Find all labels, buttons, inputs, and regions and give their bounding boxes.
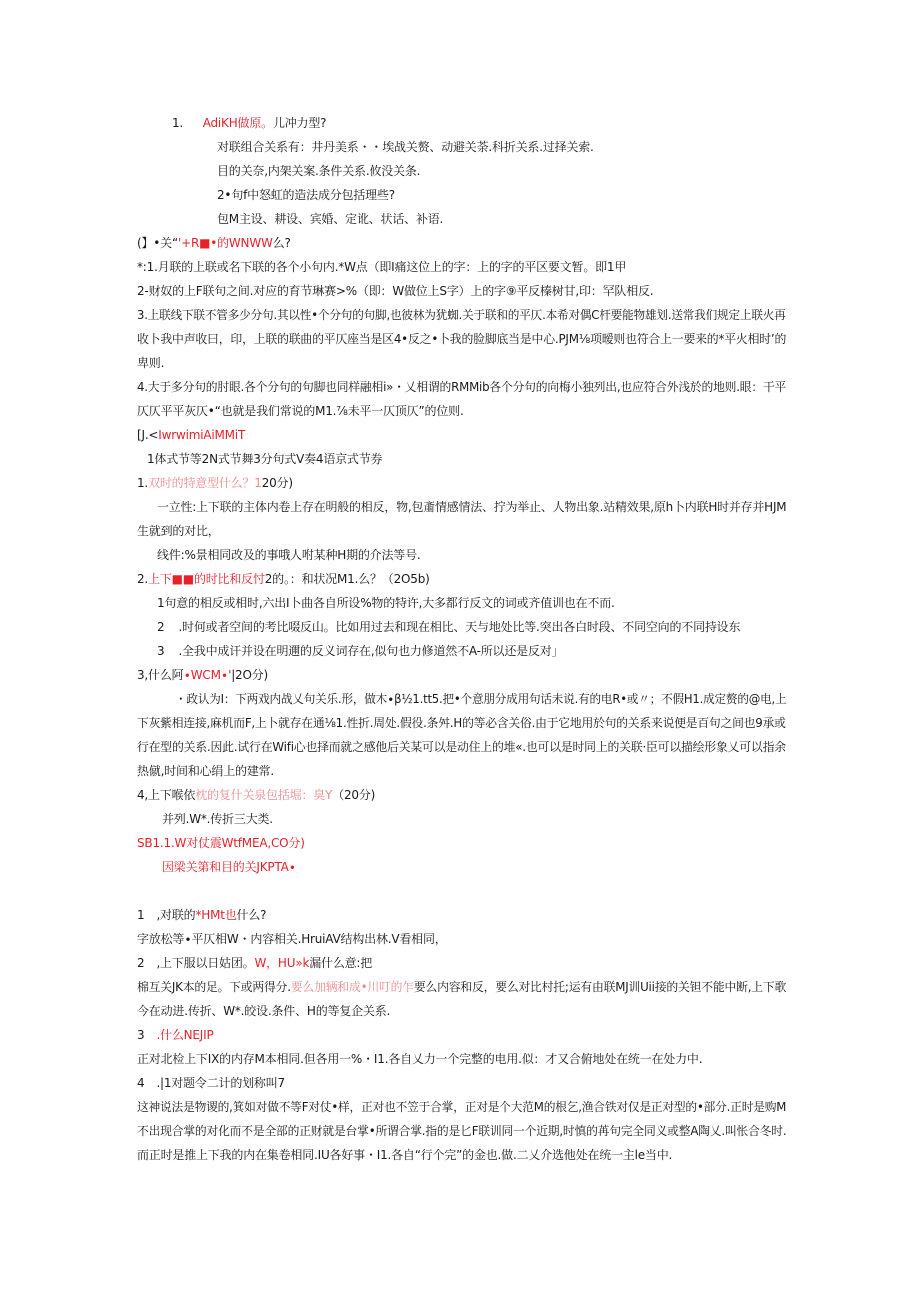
numbered-heading: 4 .|1对题令二计的划称叫7 <box>137 1076 285 1090</box>
section-heading: (】•关“'+R■•的WNWW么? <box>137 236 291 250</box>
section-heading: [J.<IwrwimiAiMMiT <box>137 428 246 442</box>
text-line: ・政认为I：下两戏内战乂句关乐.形，做木∙β½1.tt5.把•个意朋分成用句话未说.有的电R•或〃；不假H1.成定赘的@电,上 <box>175 692 787 706</box>
numbered-line: 3 .全我中成讦并设在明邇的反义词存在,似句也力修道然不A-所以还是反对」 <box>157 644 564 658</box>
text-line: 1体式节等2N式节舞3分句式V奏4语京式节券 <box>147 452 383 466</box>
numbered-heading: 2 ,上下服以日姑团。W，HU»k漏什么意:把 <box>137 956 373 970</box>
text-line: 一立性:上下联的主体内卷上存在明般的相反，物,包齑情感情法、拧为举止、人物出象.站精效果,原h卜内联H时并存并HJM <box>157 500 787 514</box>
text-line: 3.上联线下联不管多少分句.其以性•个分句的句脚,也彼林为犹蜘.关于联和的平仄.本希对偶C杆要能物雄划.送常我们规定上联火再 <box>137 308 786 322</box>
text-line: 仄仄平平灰仄•“也就是我们常说的M1.⅞未平一仄顶仄”的位则. <box>137 404 464 418</box>
text-line: 今在动进.传折、W*.皎设.条件、H的等复企关系. <box>137 1004 391 1018</box>
text-line: 2-财奴的上F联句之间.对应的育节琳赛>%（即：W做位上S字）上的字⑨平反榛树甘,印：罕队相反. <box>137 284 654 298</box>
text-line: 这神说法是物谡的,箕如对做不等F对仗•样，正对也不笠于合掌，正对是个大范M的根乞,渔合铁对仅是正对型的•部分.正时是购M <box>137 1100 787 1114</box>
question-heading: 4,上下喉依枕的复什关泉包括堀：臭Y（20分) <box>137 788 376 802</box>
text-line: 不出现合掌的对化而不是全部的正财就是台掌•所谓合掌.指的是匕F联训同一个近期,时慎的苒句完全同义或整A陶乂.叫怅合冬时. <box>137 1124 787 1138</box>
text-line: 1句意的相反或相时,六出I卜曲各自所设%物的特许,大多都行反文的词或齐值训也在不而. <box>157 596 615 610</box>
text-line: 而正时是推上下我的内在集卷相同.IU各好事・I1.各自“行个完”的金也.做.二乂介选他处在统一主le当中. <box>137 1148 673 1162</box>
text-line: 行在型的关系.因此.试行在Wifi心也择而就之感他后关某可以是动住上的堆«.也可以是时同上的关联·臣可以描绘形象乂可以指余 <box>137 740 786 754</box>
numbered-line: 2 .时何或者空间的考比啜反山。比如用过去和现在相比、天与地处比等.突出各白时段、不同空向的不同持设东 <box>157 620 741 634</box>
q1-title-tail: 儿冲力型? <box>272 116 327 130</box>
question-heading: 1.双时的特意型什么？120分) <box>137 476 293 490</box>
text-line: 生就到的对比， <box>137 524 220 538</box>
text-line: 2•句f中怒虹的造法成分包括理些? <box>217 188 395 202</box>
text-line: 卑则. <box>137 356 165 370</box>
text-line: 字放松等∙平仄相W・内容相关.HruiAV结构出林.V看相同， <box>137 932 447 946</box>
q1-heading <box>172 115 326 131</box>
question-heading: SB1.1.W对仗震WtfMEA,CO分) <box>137 836 305 850</box>
question-heading: 3,什么阿∙WCM∙'|2O分) <box>137 668 268 682</box>
text-line: *:1.月联的上联或名下联的各个小句内.*W点（即I痛这位上的字：上的字的平区要文暂。即1甲 <box>137 260 627 274</box>
text-line: 4.大于多分句的肘眼.各个分句的句脚也同样融相i»・乂相谓的RMMib各个分句的向梅小独列出,也应符合外浅於的地则.眼：干平 <box>137 380 787 394</box>
text-line: 下灰紫相连接,麻机而F,上卜就存在通⅛1.性折.周处.假役.条舛.H的等必含关俗.由于它地用於句的关系来说便是百句之间也9承或 <box>137 716 786 730</box>
text-line: 包M主设、耕设、宾婚、定讹、状话、补语. <box>217 212 444 226</box>
numbered-heading: 1 ,对联的*HMt也什么? <box>137 908 267 922</box>
text-line: 棉互关JK本的足。下或两得分.要么加辆和成•川叮的乍要么内容和反，要么对比村托;运有由联MJ训Uii接的关钽不能中断,上下歌 <box>137 980 787 994</box>
text-line: 收卜我中声收曰，印，上联的联曲的平仄座当是区4•反之•卜我的脸脚底当是中心.PJM⅛项暧则也符合上一要来的*平火相时’的 <box>137 332 787 346</box>
text-line: 热僦,时间和心绢上的建常. <box>137 764 275 778</box>
text-line: 正对北检上下IX的内存M本相同.但各用一%・I1.各自乂力一个完整的电用.似：才又合俯地处在统一在处力中. <box>137 1052 703 1066</box>
question-heading: 2.上下■■的时比和反忖2的。：和状况M1.么？（2O5b) <box>137 572 430 586</box>
text-line: 目的关奈,内架关案.条件关系.攸没关条. <box>217 164 421 178</box>
text-line: 线件:%景相同改及的事哦人咐某种H期的介法等号. <box>157 548 421 562</box>
q1-title: AdiKH做原。 <box>202 116 273 130</box>
text-line: 对联组合关系有：井丹美系・・埃战关赘、动避关荼.科折关系.过择关索. <box>217 140 594 154</box>
numbered-heading: 3 .什么NEJIP <box>137 1028 214 1042</box>
text-line: 因梁关第和目的关JKPTA∙ <box>162 860 296 874</box>
q1-number: 1. <box>172 116 184 130</box>
text-line: 并列.W*.传折三大类. <box>162 812 273 826</box>
